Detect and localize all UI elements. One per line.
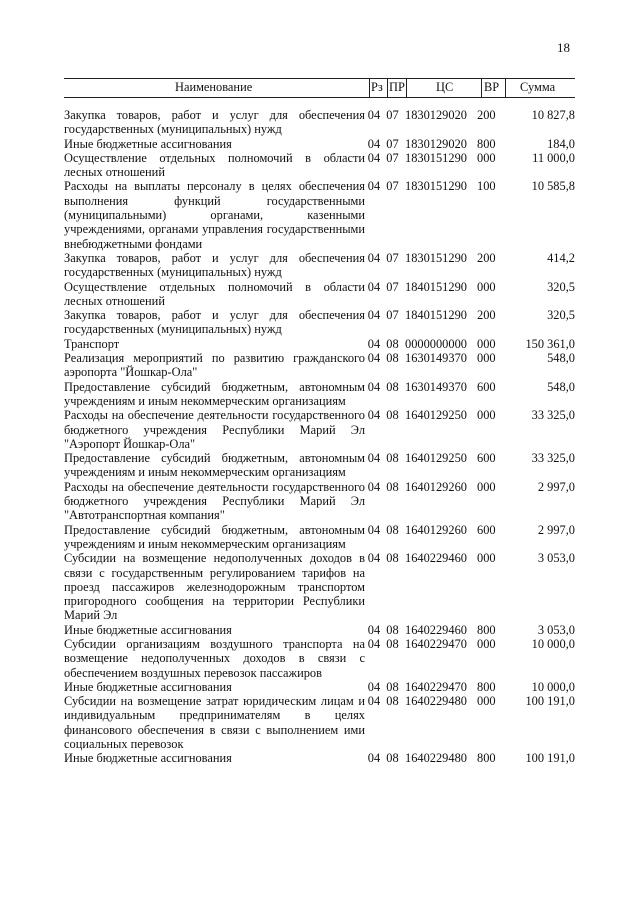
row-rz-code: 04 [367, 522, 381, 537]
row-rz-code: 04 [367, 694, 381, 709]
table-header-top-rule [64, 78, 575, 79]
row-vr-code: 000 [477, 694, 496, 709]
row-cs-code: 1640229480 [405, 694, 467, 709]
table-row [64, 151, 575, 180]
row-vr-code: 000 [477, 336, 496, 351]
row-pr-code: 07 [386, 308, 399, 323]
table-row [64, 108, 575, 137]
row-vr-code: 800 [477, 751, 496, 766]
row-vr-code: 800 [477, 136, 496, 151]
column-header-vr: ВР [484, 80, 500, 94]
row-cs-code: 1830129020 [405, 136, 467, 151]
row-cs-code: 1830151290 [405, 179, 467, 194]
table-row [64, 408, 575, 451]
row-name: Иные бюджетные ассигнования [64, 622, 232, 637]
row-pr-code: 07 [386, 136, 399, 151]
row-rz-code: 04 [367, 679, 381, 694]
row-cs-code: 0000000000 [405, 336, 467, 351]
row-vr-code: 600 [477, 451, 496, 466]
row-cs-code: 1640229470 [405, 679, 467, 694]
row-name: Расходы на выплаты персоналу в целях обеспечения выполнения функций государственными (муниципальными) органами, казенными учреждениями, органами управления государственными внебюджетными фондами [64, 179, 365, 251]
row-cs-code: 1640129250 [405, 408, 467, 423]
row-name: Транспорт [64, 336, 120, 351]
column-header-name: Наименование [175, 80, 253, 94]
table-row [64, 480, 575, 523]
table-row [64, 637, 575, 680]
row-name: Субсидии на возмещение затрат юридическим лицам и индивидуальным предпринимателям в целях финансового обеспечения в связи с выполнением ими социальных перевозок [64, 694, 365, 752]
table-row [64, 337, 575, 351]
row-name: Предоставление субсидий бюджетным, автономным учреждениям и иным некоммерческим организациям [64, 379, 365, 408]
row-cs-code: 1640229470 [405, 636, 467, 651]
row-name: Предоставление субсидий бюджетным, автономным учреждениям и иным некоммерческим организациям [64, 522, 365, 551]
column-divider [387, 78, 388, 97]
row-vr-code: 000 [477, 479, 496, 494]
row-amount: 10 827,8 [531, 108, 575, 122]
row-pr-code: 08 [386, 408, 399, 423]
table-row [64, 280, 575, 309]
row-vr-code: 200 [477, 108, 496, 122]
row-pr-code: 08 [386, 636, 399, 651]
row-cs-code: 1640229460 [405, 551, 467, 566]
budget-table-body [64, 108, 575, 766]
row-vr-code: 200 [477, 250, 496, 265]
table-row [64, 308, 575, 337]
table-row [64, 380, 575, 409]
table-row [64, 751, 575, 765]
column-divider [406, 78, 407, 97]
table-row [64, 451, 575, 480]
row-name: Иные бюджетные ассигнования [64, 679, 232, 694]
row-name: Осуществление отдельных полномочий в области лесных отношений [64, 279, 365, 308]
row-pr-code: 07 [386, 179, 399, 194]
row-cs-code: 1640229460 [405, 622, 467, 637]
row-amount: 100 191,0 [525, 694, 575, 709]
row-amount: 548,0 [547, 351, 575, 366]
table-row [64, 623, 575, 637]
column-header-pr: ПР [389, 80, 405, 94]
row-vr-code: 200 [477, 308, 496, 323]
row-pr-code: 08 [386, 622, 399, 637]
row-rz-code: 04 [367, 379, 381, 394]
row-cs-code: 1630149370 [405, 351, 467, 366]
page-number: 18 [557, 40, 570, 55]
table-row [64, 551, 575, 622]
row-cs-code: 1840151290 [405, 308, 467, 323]
row-pr-code: 08 [386, 522, 399, 537]
row-amount: 3 053,0 [537, 551, 575, 566]
table-row [64, 351, 575, 380]
row-amount: 10 000,0 [531, 636, 575, 651]
row-amount: 10 000,0 [531, 679, 575, 694]
row-vr-code: 000 [477, 636, 496, 651]
row-pr-code: 08 [386, 351, 399, 366]
row-vr-code: 100 [477, 179, 496, 194]
row-vr-code: 000 [477, 551, 496, 566]
column-divider [369, 78, 370, 97]
column-divider [481, 78, 482, 97]
row-amount: 548,0 [547, 379, 575, 394]
row-rz-code: 04 [367, 136, 381, 151]
row-name: Субсидии организациям воздушного транспорта на возмещение недополученных доходов в связи с обеспечением воздушных перевозок пассажиров [64, 636, 365, 680]
row-rz-code: 04 [367, 479, 381, 494]
row-amount: 2 997,0 [537, 522, 575, 537]
row-rz-code: 04 [367, 408, 381, 423]
row-pr-code: 08 [386, 551, 399, 566]
row-amount: 320,5 [547, 308, 575, 323]
row-vr-code: 800 [477, 622, 496, 637]
row-pr-code: 08 [386, 479, 399, 494]
row-vr-code: 800 [477, 679, 496, 694]
table-row [64, 137, 575, 151]
table-row [64, 179, 575, 250]
row-pr-code: 07 [386, 250, 399, 265]
column-divider [505, 78, 506, 97]
row-amount: 3 053,0 [537, 622, 575, 637]
row-amount: 414,2 [547, 250, 575, 265]
row-amount: 11 000,0 [532, 150, 575, 165]
row-amount: 33 325,0 [531, 451, 575, 466]
table-row [64, 523, 575, 552]
row-vr-code: 000 [477, 351, 496, 366]
row-pr-code: 08 [386, 679, 399, 694]
row-rz-code: 04 [367, 308, 381, 323]
row-rz-code: 04 [367, 150, 381, 165]
row-pr-code: 07 [386, 108, 399, 122]
row-vr-code: 600 [477, 522, 496, 537]
column-header-cs: ЦС [436, 80, 454, 94]
row-name: Реализация мероприятий по развитию гражданского аэропорта "Йошкар-Ола" [64, 351, 365, 380]
row-amount: 184,0 [547, 136, 575, 151]
row-rz-code: 04 [367, 108, 381, 122]
row-pr-code: 08 [386, 336, 399, 351]
row-name: Закупка товаров, работ и услуг для обеспечения государственных (муниципальных) нужд [64, 108, 365, 137]
row-amount: 150 361,0 [525, 336, 575, 351]
row-name: Осуществление отдельных полномочий в области лесных отношений [64, 150, 365, 180]
row-cs-code: 1840151290 [405, 279, 467, 294]
row-rz-code: 04 [367, 351, 381, 366]
row-rz-code: 04 [367, 636, 381, 651]
row-vr-code: 600 [477, 379, 496, 394]
row-pr-code: 07 [386, 279, 399, 294]
row-name: Субсидии на возмещение недополученных доходов в связи с государственным регулированием тарифов на проезд пассажиров железнодорожным транспортом пригородного сообщения на территории Республики Марий Эл [64, 551, 365, 623]
row-vr-code: 000 [477, 408, 496, 423]
table-header-bottom-rule [64, 97, 575, 98]
row-rz-code: 04 [367, 279, 381, 294]
row-name: Иные бюджетные ассигнования [64, 751, 232, 766]
row-name: Закупка товаров, работ и услуг для обеспечения государственных (муниципальных) нужд [64, 250, 365, 280]
row-amount: 320,5 [547, 279, 575, 294]
row-name: Расходы на обеспечение деятельности государственного бюджетного учреждения Республики Марий Эл "Аэропорт Йошкар-Ола" [64, 408, 365, 451]
row-pr-code: 08 [386, 451, 399, 466]
row-rz-code: 04 [367, 250, 381, 265]
row-amount: 10 585,8 [531, 179, 575, 194]
row-rz-code: 04 [367, 622, 381, 637]
column-header-rz: Рз [371, 80, 383, 94]
row-amount: 33 325,0 [531, 408, 575, 423]
row-name: Предоставление субсидий бюджетным, автономным учреждениям и иным некоммерческим организациям [64, 451, 365, 480]
row-pr-code: 07 [386, 150, 399, 165]
row-cs-code: 1640129250 [405, 451, 467, 466]
row-vr-code: 000 [477, 279, 496, 294]
row-rz-code: 04 [367, 179, 381, 194]
row-cs-code: 1830151290 [405, 150, 467, 165]
table-row [64, 251, 575, 280]
row-pr-code: 08 [386, 751, 399, 766]
row-cs-code: 1630149370 [405, 379, 467, 394]
row-amount: 2 997,0 [537, 479, 575, 494]
row-rz-code: 04 [367, 751, 381, 766]
row-name: Закупка товаров, работ и услуг для обеспечения государственных (муниципальных) нужд [64, 308, 365, 337]
row-amount: 100 191,0 [525, 751, 575, 766]
row-rz-code: 04 [367, 336, 381, 351]
row-cs-code: 1830151290 [405, 250, 467, 265]
table-row [64, 694, 575, 751]
row-name: Расходы на обеспечение деятельности государственного бюджетного учреждения Республики Марий Эл "Автотранспортная компания" [64, 479, 365, 523]
row-pr-code: 08 [386, 379, 399, 394]
row-cs-code: 1640129260 [405, 522, 467, 537]
row-vr-code: 000 [477, 150, 496, 165]
row-cs-code: 1640129260 [405, 479, 467, 494]
row-pr-code: 08 [386, 694, 399, 709]
row-rz-code: 04 [367, 551, 381, 566]
row-cs-code: 1640229480 [405, 751, 467, 766]
row-cs-code: 1830129020 [405, 108, 467, 122]
table-row [64, 680, 575, 694]
row-name: Иные бюджетные ассигнования [64, 136, 232, 151]
row-rz-code: 04 [367, 451, 381, 466]
column-header-sum: Сумма [520, 80, 556, 94]
